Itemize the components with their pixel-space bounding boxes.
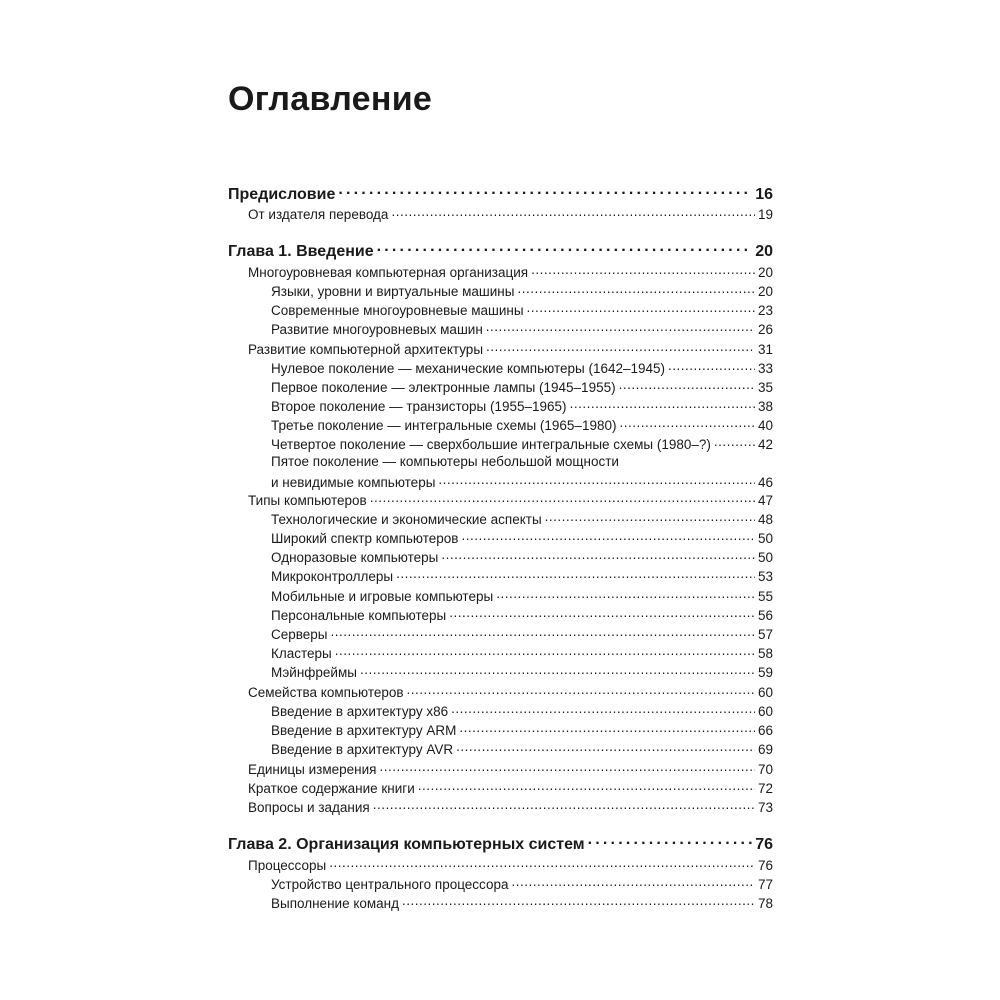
toc-entry[interactable] [248, 798, 773, 815]
toc-page-number: 77 [757, 876, 773, 892]
dot-leader [360, 663, 755, 677]
toc-entry[interactable] [271, 359, 773, 376]
toc-entry-label: Многоуровневая компьютерная организация [248, 264, 529, 280]
toc-entry[interactable] [271, 740, 773, 757]
toc-entry[interactable] [271, 378, 773, 395]
dot-leader [517, 282, 755, 296]
toc-page-number: 50 [757, 549, 773, 565]
toc-page-number: 38 [757, 398, 773, 414]
toc-entry-label: Глава 1. Введение [228, 243, 374, 260]
toc-entry[interactable] [271, 510, 773, 527]
toc-page-number: 48 [757, 511, 773, 527]
dot-leader [531, 263, 755, 277]
toc-entry-label: Широкий спектр компьютеров [271, 530, 459, 546]
toc-page-number: 31 [757, 341, 773, 357]
toc-entry-label: Одноразовые компьютеры [271, 549, 439, 565]
dot-leader [527, 301, 755, 315]
toc-entry-label: Серверы [271, 626, 328, 642]
dot-leader [619, 416, 754, 430]
toc-entry-label: Развитие многоуровневых машин [271, 321, 483, 337]
toc-entry-label: Третье поколение — интегральные схемы (1965–1980) [271, 417, 617, 433]
toc-page-number: 20 [757, 283, 773, 299]
toc-entry[interactable] [271, 301, 773, 318]
toc-entry[interactable] [271, 567, 773, 584]
toc-page-number: 70 [757, 761, 773, 777]
toc-page-number: 42 [757, 436, 773, 452]
toc-entry[interactable] [271, 529, 773, 546]
dot-leader [373, 798, 755, 812]
toc-entry-label-line1: Пятое поколение — компьютеры небольшой мощности [271, 454, 619, 469]
dot-leader [668, 359, 755, 373]
dot-leader [379, 760, 755, 774]
toc-entry[interactable] [271, 397, 773, 414]
toc-entry[interactable] [248, 491, 773, 508]
toc-page-number: 56 [757, 607, 773, 623]
toc-entry-label: Вопросы и задания [248, 799, 370, 815]
toc-entry-label: Процессоры [248, 857, 327, 873]
dot-leader [338, 183, 752, 199]
toc-entry[interactable] [248, 263, 773, 280]
dot-leader [496, 587, 755, 601]
toc-entry[interactable] [271, 875, 773, 892]
toc-page-number: 20 [757, 264, 773, 280]
toc-entry-label: Введение в архитектуру ARM [271, 722, 457, 738]
toc-entry-label: Персональные компьютеры [271, 607, 447, 623]
dot-leader [370, 491, 755, 505]
toc-entry[interactable] [248, 779, 773, 796]
dot-leader [331, 625, 755, 639]
toc-entry-label: Предисловие [228, 186, 336, 203]
toc-page-number: 59 [757, 664, 773, 680]
dot-leader [486, 340, 755, 354]
toc-chapter-entry[interactable] [228, 240, 773, 261]
dot-leader [329, 856, 755, 870]
dot-leader [545, 510, 755, 524]
toc-entry-label: Введение в архитектуру x86 [271, 703, 449, 719]
toc-entry[interactable] [271, 435, 773, 452]
toc-entry-label: Мэйнфреймы [271, 664, 357, 680]
toc-page-number: 23 [757, 302, 773, 318]
dot-leader [377, 240, 753, 256]
page-title: Оглавление [228, 80, 433, 118]
dot-leader [335, 644, 755, 658]
toc-page-number: 72 [757, 780, 773, 796]
toc-entry[interactable] [271, 663, 773, 680]
toc-entry-label: Кластеры [271, 645, 332, 661]
toc-entry[interactable] [271, 625, 773, 642]
toc-entry-label: Введение в архитектуру AVR [271, 741, 454, 757]
toc-entry[interactable] [248, 760, 773, 777]
toc-page-number: 78 [757, 895, 773, 911]
dot-leader [396, 567, 755, 581]
toc-entry[interactable] [248, 205, 773, 222]
toc-entry[interactable] [248, 340, 773, 357]
dot-leader [714, 435, 755, 449]
toc-page-number: 40 [757, 417, 773, 433]
dot-leader [486, 320, 755, 334]
toc-page-number: 47 [757, 492, 773, 508]
toc-page-number: 60 [757, 703, 773, 719]
dot-leader [588, 833, 753, 849]
toc-page-number: 35 [757, 379, 773, 395]
toc-page-number: 50 [757, 530, 773, 546]
toc-entry-label: Современные многоуровневые машины [271, 302, 524, 318]
toc-page-number: 73 [757, 799, 773, 815]
toc-page-number: 66 [757, 722, 773, 738]
toc-entry[interactable] [271, 644, 773, 661]
dot-leader [461, 529, 754, 543]
toc-page-number: 76 [757, 857, 773, 873]
toc-entry[interactable] [271, 702, 773, 719]
toc-entry[interactable] [271, 606, 773, 623]
toc-entry-label: Языки, уровни и виртуальные машины [271, 283, 515, 299]
toc-entry-label: Единицы измерения [248, 761, 377, 777]
dot-leader [456, 740, 755, 754]
toc-entry[interactable] [271, 721, 773, 738]
toc-page-number: 26 [757, 321, 773, 337]
dot-leader [418, 779, 755, 793]
dot-leader [449, 606, 755, 620]
toc-page-number: 69 [757, 741, 773, 757]
dot-leader [438, 473, 755, 487]
toc-entry[interactable] [248, 683, 773, 700]
dot-leader [459, 721, 755, 735]
toc-page-number: 58 [757, 645, 773, 661]
toc-page-number: 20 [755, 243, 773, 260]
toc-page-number: 16 [755, 186, 773, 203]
toc-entry-label: Выполнение команд [271, 895, 400, 911]
toc-page-number: 46 [757, 474, 773, 490]
toc-entry-label: Развитие компьютерной архитектуры [248, 341, 484, 357]
toc-page-number: 55 [757, 588, 773, 604]
toc-entry[interactable] [271, 320, 773, 337]
toc-entry[interactable] [271, 473, 773, 490]
dot-leader [570, 397, 755, 411]
toc-entry-label: и невидимые компьютеры [271, 474, 436, 490]
toc-chapter-entry[interactable] [228, 183, 773, 204]
dot-leader [407, 683, 755, 697]
toc-entry[interactable] [248, 856, 773, 873]
toc-page-number: 33 [757, 360, 773, 376]
toc-page-number: 76 [755, 836, 773, 853]
toc-entry[interactable] [271, 587, 773, 604]
toc-entry-label: Четвертое поколение — сверхбольшие интегральные схемы (1980–?) [271, 436, 711, 452]
toc-entry[interactable] [271, 416, 773, 433]
dot-leader [402, 894, 755, 908]
toc-entry-label: Нулевое поколение — механические компьютеры (1642–1945) [271, 360, 666, 376]
toc-page-number: 19 [757, 206, 773, 222]
toc-entry-label: Краткое содержание книги [248, 780, 415, 796]
toc-entry-label: Типы компьютеров [248, 492, 367, 508]
toc-entry-label: Мобильные и игровые компьютеры [271, 588, 494, 604]
toc-page-number: 53 [757, 568, 773, 584]
toc-page-number: 57 [757, 626, 773, 642]
toc-entry-label: От издателя перевода [248, 206, 389, 222]
dot-leader [511, 875, 754, 889]
toc-entry-label: Второе поколение — транзисторы (1955–1965) [271, 398, 567, 414]
dot-leader [451, 702, 755, 716]
dot-leader [441, 548, 755, 562]
toc-entry-label: Технологические и экономические аспекты [271, 511, 542, 527]
toc-entry[interactable] [271, 282, 773, 299]
toc-entry-label: Устройство центрального процессора [271, 876, 509, 892]
dot-leader [619, 378, 755, 392]
toc-entry-label: Микроконтроллеры [271, 568, 394, 584]
toc-entry-label: Семейства компьютеров [248, 684, 404, 700]
toc-entry[interactable] [271, 894, 773, 911]
toc-chapter-entry[interactable] [228, 833, 773, 854]
dot-leader [391, 205, 755, 219]
toc-entry-label: Глава 2. Организация компьютерных систем [228, 836, 585, 853]
toc-entry-label: Первое поколение — электронные лампы (1945–1955) [271, 379, 616, 395]
toc-page-number: 60 [757, 684, 773, 700]
toc-entry[interactable] [271, 548, 773, 565]
